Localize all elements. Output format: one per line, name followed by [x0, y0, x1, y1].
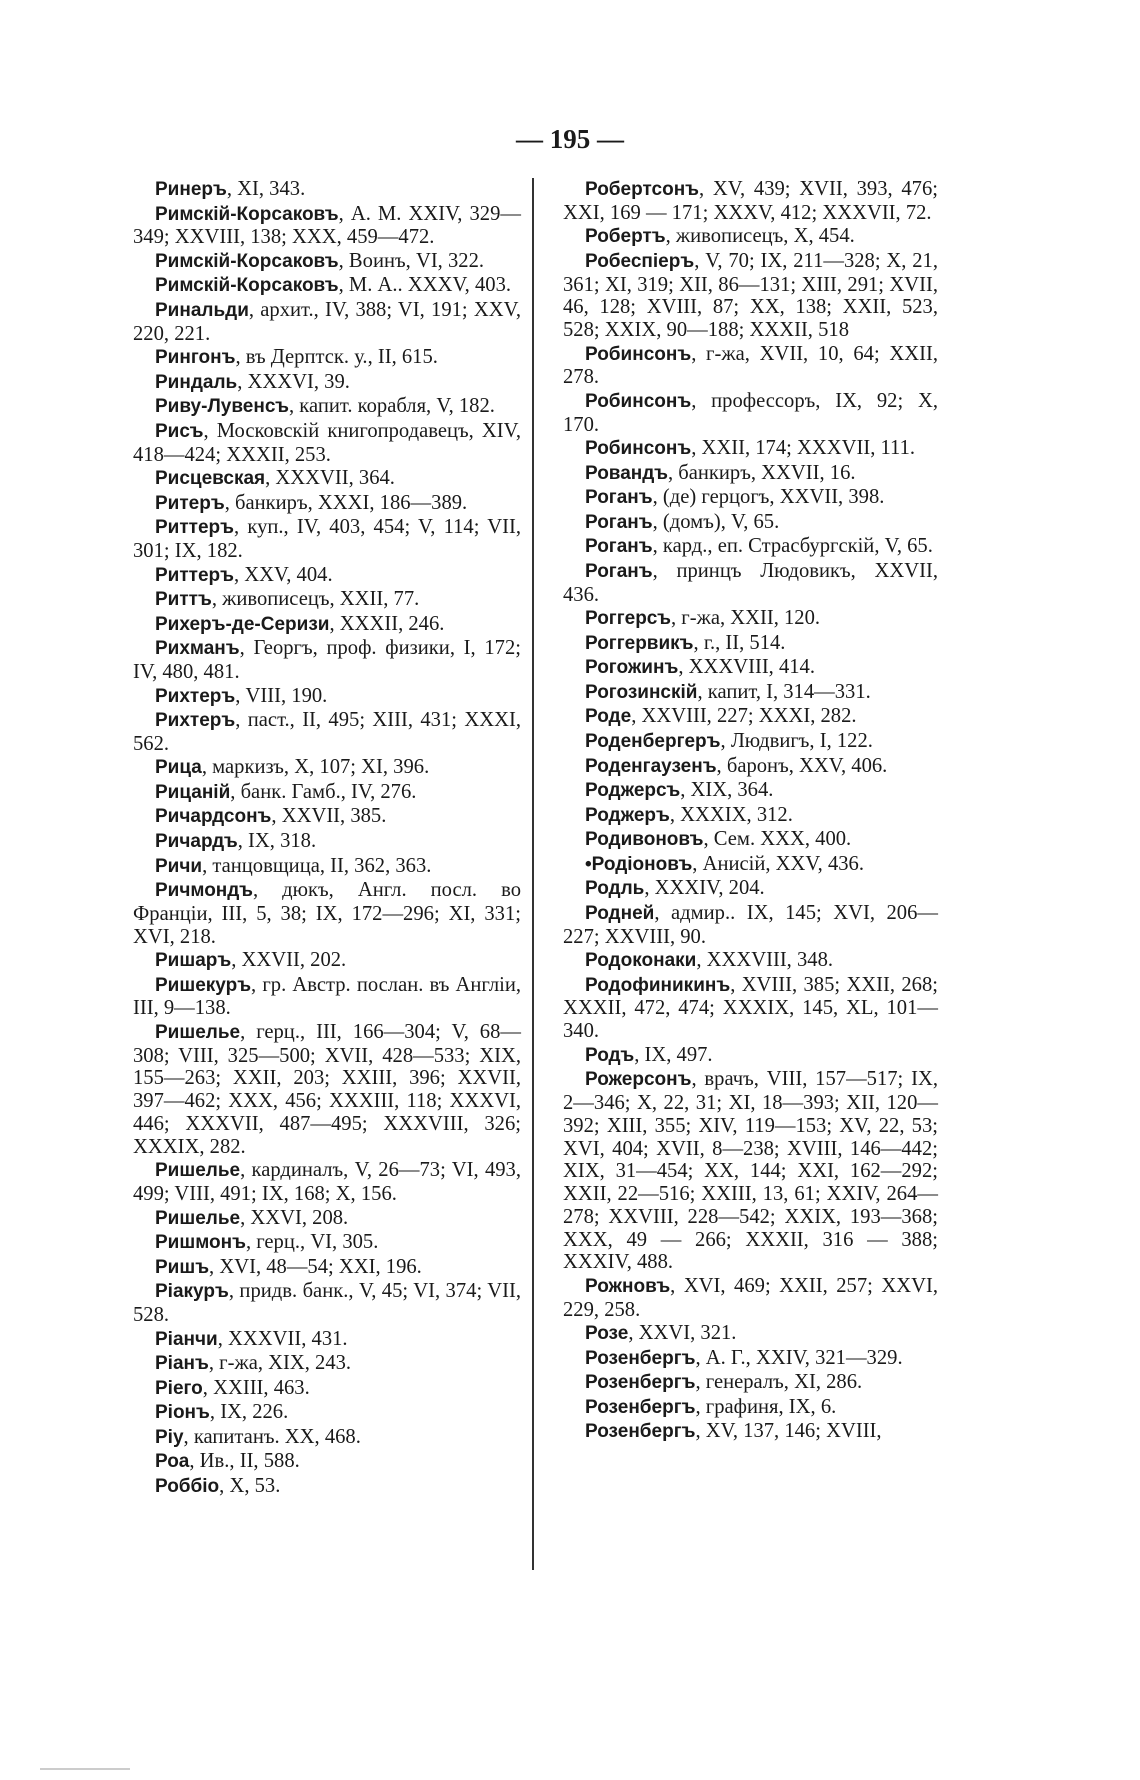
entry-refs: , баронъ, XXV, 406.	[716, 754, 888, 777]
entry-name: Рисцевская	[155, 468, 266, 490]
entry-refs: , (домъ), V, 65.	[652, 510, 780, 533]
entry-refs: , XXXIX, 312.	[669, 803, 793, 826]
entry-refs: , генералъ, XI, 286.	[695, 1371, 863, 1394]
index-entry	[563, 560, 938, 607]
entry-name: Рожновъ	[585, 1275, 671, 1297]
index-entry	[133, 879, 521, 948]
entry-refs: , XI, 343.	[226, 178, 306, 200]
index-entry	[133, 1377, 521, 1401]
entry-refs: , врачъ, VIII, 157—517; IX, 2—346; X, 22, 31; XI, 18—393; XII, 120—392; XIII, 355; XIV, 119—153; XV, 22, 53; XVI, 404; XVII, 8—238; XVIII, 146—442; XIX, 31—454; XX, 144; XXI, 162—292; XXII, 22—516; XXIII, 13, 61; XXIV, 264—278; XXVIII, 228—542; XXIX, 193—368; XXX, 49 — 266; XXXII, 316 — 388; XXXIV, 488.	[563, 1068, 938, 1274]
entry-name: Ринальди	[155, 299, 249, 321]
entry-name: Ричи	[155, 855, 203, 877]
index-entry	[563, 755, 938, 779]
entry-name: Розенбергъ	[585, 1421, 696, 1443]
index-entry	[563, 1068, 938, 1274]
index-entry	[133, 1352, 521, 1376]
entry-name: Роде	[585, 706, 632, 728]
entry-refs: , кард., еп. Страсбургскій, V, 65.	[652, 535, 933, 558]
entry-refs: , XXXII, 246.	[329, 612, 445, 635]
index-entry	[563, 1347, 938, 1371]
index-entry	[133, 949, 521, 973]
entry-refs: , капитанъ. XX, 468.	[183, 1425, 361, 1448]
entry-name: Риттеръ	[155, 517, 234, 539]
entry-name: Ришаръ	[155, 950, 232, 972]
entry-name: Римскій-Корсаковъ	[155, 275, 339, 297]
index-entry	[133, 781, 521, 805]
index-entry	[563, 225, 938, 249]
entry-refs: , XV, 137, 146; XVIII,	[695, 1420, 882, 1443]
entry-refs: , архит., IV, 388; VI, 191; XXV, 220, 221.	[133, 298, 521, 345]
entry-refs: , банкиръ, XXXI, 186—389.	[224, 491, 468, 514]
entry-name: Ровандъ	[585, 462, 668, 484]
entry-refs: , XXVII, 202.	[231, 949, 347, 972]
entry-name: Риттеръ	[155, 564, 234, 586]
entry-name: Ріонъ	[155, 1402, 210, 1424]
entry-name: Ріакуръ	[155, 1281, 229, 1303]
entry-refs: , IX, 226.	[209, 1401, 289, 1424]
index-entry	[563, 343, 938, 390]
entry-refs: , IX, 318.	[237, 829, 317, 852]
entry-refs: , XXXVII, 364.	[265, 467, 395, 490]
entry-name: Розенбергъ	[585, 1347, 696, 1369]
entry-refs: , А. М. XXIV, 329—349; XXVIII, 138; XXX, 459—472.	[133, 202, 521, 249]
index-entry	[133, 756, 521, 780]
entry-refs: , XXXVII, 431.	[217, 1327, 348, 1350]
entry-refs: , XVI, 469; XXII, 257; XXVI, 229, 258.	[563, 1274, 938, 1321]
index-entry	[133, 805, 521, 829]
entry-name: Риттъ	[155, 589, 212, 611]
entry-refs: , банк. Гамб., IV, 276.	[230, 780, 417, 803]
index-column-right	[563, 178, 938, 1445]
index-entry	[133, 685, 521, 709]
index-entry	[563, 656, 938, 680]
entry-name: Розенбергъ	[585, 1396, 696, 1418]
index-entry	[563, 949, 938, 973]
index-entry	[563, 853, 938, 877]
entry-name: Родль	[585, 878, 645, 900]
entry-name: Розенбергъ	[585, 1372, 696, 1394]
entry-refs: , V, 70; IX, 211—328; X, 21, 361; XI, 319; XII, 86—131; XIII, 291; XVII, 46, 128; XVIII, 87; XX, 138; XXII, 523, 528; XXIX, 90—188; XXXII, 518	[563, 249, 938, 342]
entry-refs: , танцовщица, II, 362, 363.	[202, 854, 432, 877]
index-entry	[563, 705, 938, 729]
index-entry	[133, 1426, 521, 1450]
index-entry	[133, 1401, 521, 1425]
entry-name: Ришъ	[155, 1256, 210, 1278]
index-entry	[563, 486, 938, 510]
index-entry	[133, 1021, 521, 1159]
entry-refs: , капит, I, 314—331.	[697, 680, 871, 703]
index-entry	[133, 250, 521, 274]
entry-name: Ришелье	[155, 1207, 241, 1229]
entry-refs: , (де) герцогъ, XXVII, 398.	[652, 486, 885, 509]
entry-name: Рогожинъ	[585, 657, 679, 679]
index-entry	[133, 516, 521, 563]
entry-name: Римскій-Корсаковъ	[155, 250, 339, 272]
page-number: — 195 —	[516, 124, 624, 154]
entry-refs: , придв. банк., V, 45; VI, 374; VII, 528.	[133, 1280, 521, 1326]
entry-name: Роганъ	[585, 536, 653, 558]
entry-refs: , XXXVIII, 348.	[696, 949, 834, 972]
entry-name: Ричмондъ	[155, 880, 253, 902]
index-entry	[563, 1044, 938, 1068]
entry-refs: , Ив., II, 588.	[189, 1450, 300, 1473]
entry-name: Ріанъ	[155, 1353, 209, 1375]
index-entry	[133, 420, 521, 467]
index-entry	[563, 828, 938, 852]
index-entry	[133, 855, 521, 879]
entry-name: Роденгаузенъ	[585, 755, 717, 777]
entry-refs: , XXXIV, 204.	[644, 877, 765, 900]
entry-refs: , Московскій книгопродавецъ, XIV, 418—424; XXXII, 253.	[133, 419, 521, 466]
index-entry	[133, 564, 521, 588]
entry-name: Роггерсъ	[585, 608, 671, 630]
entry-refs: , XVIII, 385; XXII, 268; XXXII, 472, 474; XXXIX, 145, XL, 101—340.	[563, 973, 938, 1043]
entry-refs: , Георгъ, проф. физики, I, 172; IV, 480, 481.	[133, 637, 521, 683]
entry-refs: , живописецъ, XXII, 77.	[211, 588, 420, 611]
entry-refs: , XVI, 48—54; XXI, 196.	[209, 1255, 422, 1278]
entry-name: Рицаній	[155, 781, 231, 803]
entry-name: Риву-Лувенсъ	[155, 396, 289, 418]
index-entry	[133, 203, 521, 250]
entry-name: Робертсонъ	[585, 179, 700, 200]
entry-refs: , кардиналъ, V, 26—73; VI, 493, 499; VIII, 491; IX, 168; X, 156.	[133, 1159, 521, 1206]
index-entry	[133, 974, 521, 1021]
entry-name: Ришелье	[155, 1021, 241, 1043]
entry-refs: , XXVI, 208.	[240, 1206, 349, 1229]
entry-refs: , въ Дерптск. у., II, 615.	[235, 346, 438, 369]
entry-name: Рисъ	[155, 420, 204, 442]
entry-name: Ришмонъ	[155, 1232, 246, 1254]
index-entry	[133, 299, 521, 346]
entry-name: Роганъ	[585, 487, 653, 509]
entry-refs: , XXVI, 321.	[628, 1322, 737, 1345]
entry-name: •Родіоновъ	[585, 853, 693, 875]
entry-name: Розе	[585, 1323, 629, 1345]
index-entry	[133, 1450, 521, 1474]
entry-refs: , XXVIII, 227; XXXI, 282.	[631, 705, 857, 728]
index-entry	[133, 274, 521, 298]
index-entry	[563, 511, 938, 535]
index-entry	[133, 492, 521, 516]
index-entry	[133, 467, 521, 491]
entry-refs: , герц., III, 166—304; V, 68—308; VIII, 325—500; XVII, 428—533; XIX, 155—263; XXII, 203; XXIII, 396; XXVII, 397—462; XXX, 456; XXXIII, 118; XXXVI, 446; XXXVII, 487—495; XXXVIII, 326; XXXIX, 282.	[133, 1020, 521, 1158]
entry-name: Родоконаки	[585, 950, 697, 972]
entry-name: Родивоновъ	[585, 829, 704, 851]
scan-specks	[40, 1768, 130, 1770]
entry-refs: , XXV, 404.	[234, 563, 333, 586]
entry-name: Ринеръ	[155, 179, 227, 200]
index-entry	[133, 613, 521, 637]
entry-name: Роганъ	[585, 560, 653, 582]
index-entry	[563, 730, 938, 754]
index-entry	[563, 681, 938, 705]
index-entry	[133, 637, 521, 684]
entry-name: Робеспіеръ	[585, 250, 695, 272]
entry-name: Родофиникинъ	[585, 974, 731, 996]
entry-refs: , VIII, 190.	[235, 684, 328, 707]
entry-name: Ричардъ	[155, 830, 238, 852]
entry-refs: , г-жа, XXII, 120.	[670, 607, 821, 630]
column-divider	[532, 178, 534, 1570]
entry-refs: , IX, 497.	[634, 1043, 713, 1066]
entry-refs: , Сем. XXX, 400.	[703, 828, 852, 851]
entry-name: Робертъ	[585, 226, 666, 248]
entry-refs: , X, 53.	[219, 1474, 281, 1497]
index-entry	[133, 1256, 521, 1280]
entry-refs: , профессоръ, IX, 92; X, 170.	[563, 389, 938, 436]
entry-refs: , графиня, IX, 6.	[695, 1395, 837, 1418]
entry-name: Родней	[585, 902, 655, 924]
entry-name: Роггервикъ	[585, 632, 694, 654]
entry-refs: , Воинъ, VI, 322.	[338, 249, 485, 272]
entry-name: Ріанчи	[155, 1328, 218, 1350]
entry-refs: , герц., VI, 305.	[245, 1231, 379, 1254]
index-entry	[133, 1207, 521, 1231]
index-entry	[133, 588, 521, 612]
entry-refs: , маркизъ, X, 107; XI, 396.	[201, 756, 430, 779]
entry-name: Роа	[155, 1451, 190, 1473]
entry-name: Робинсонъ	[585, 343, 692, 365]
entry-name: Роджеръ	[585, 804, 670, 826]
entry-refs: , XXXVI, 39.	[237, 370, 350, 393]
index-entry	[563, 437, 938, 461]
index-entry	[563, 390, 938, 437]
index-entry	[563, 632, 938, 656]
entry-refs: , г., II, 514.	[693, 631, 786, 654]
index-entry	[133, 371, 521, 395]
entry-name: Роджерсъ	[585, 780, 681, 802]
entry-name: Рожерсонъ	[585, 1069, 692, 1091]
entry-name: Родъ	[585, 1044, 635, 1066]
entry-refs: , XIX, 364.	[680, 779, 774, 802]
index-column-left	[133, 178, 521, 1499]
index-entry	[563, 1371, 938, 1395]
entry-refs: , г-жа, XIX, 243.	[208, 1352, 352, 1375]
entry-refs: , куп., IV, 403, 454; V, 114; VII, 301; IX, 182.	[133, 516, 521, 563]
entry-name: Роганъ	[585, 511, 653, 533]
entry-refs: , XXXVIII, 414.	[678, 656, 816, 679]
entry-refs: , Людвигъ, I, 122.	[720, 730, 873, 752]
index-entry	[563, 250, 938, 342]
entry-name: Рогозинскій	[585, 681, 698, 703]
entry-refs: , г-жа, XVII, 10, 64; XXII, 278.	[563, 342, 938, 389]
index-entry	[563, 804, 938, 828]
index-entry	[133, 395, 521, 419]
entry-refs: , капит. корабля, V, 182.	[289, 395, 495, 418]
index-entry	[133, 830, 521, 854]
entry-refs: , XV, 439; XVII, 393, 476; XXI, 169 — 171; XXXV, 412; XXXVII, 72.	[563, 178, 938, 224]
index-entry	[563, 974, 938, 1043]
index-entry	[563, 1275, 938, 1322]
entry-name: Ритеръ	[155, 492, 225, 514]
index-entry	[133, 178, 521, 202]
entry-name: Рица	[155, 757, 202, 779]
index-entry	[563, 902, 938, 949]
index-entry	[133, 1231, 521, 1255]
entry-name: Роденбергеръ	[585, 731, 721, 752]
index-entry	[563, 1420, 938, 1444]
entry-name: Ришекуръ	[155, 974, 252, 996]
entry-refs: , Анисій, XXV, 436.	[692, 852, 864, 875]
entry-refs: , А. Г., XXIV, 321—329.	[695, 1346, 903, 1369]
entry-refs: , М. А.. XXXV, 403.	[338, 274, 512, 297]
entry-refs: , живописецъ, X, 454.	[665, 225, 855, 248]
index-entry	[133, 1159, 521, 1206]
index-entry	[563, 877, 938, 901]
index-entry	[563, 1396, 938, 1420]
index-entry	[133, 346, 521, 370]
index-entry	[563, 178, 938, 225]
entry-name: Рихеръ-де-Серизи	[155, 613, 330, 635]
entry-refs: , адмир.. IX, 145; XVI, 206—227; XXVIII, 90.	[563, 901, 938, 948]
entry-name: Рихтеръ	[155, 685, 236, 707]
entry-refs: , дюкъ, Англ. посл. во Франціи, III, 5, 38; IX, 172—296; XI, 331; XVI, 218.	[133, 879, 521, 948]
entry-name: Робинсонъ	[585, 438, 692, 460]
entry-name: Ришелье	[155, 1160, 241, 1182]
entry-refs: , банкиръ, XXVII, 16.	[667, 461, 856, 484]
entry-name: Ріу	[155, 1426, 184, 1448]
entry-name: Робинсонъ	[585, 390, 692, 412]
index-entry	[133, 1475, 521, 1499]
index-entry	[563, 1322, 938, 1346]
entry-refs: , принцъ Людовикъ, XXVII, 436.	[563, 559, 938, 606]
entry-name: Ричардсонъ	[155, 806, 272, 828]
entry-name: Рихманъ	[155, 638, 240, 660]
index-entry	[133, 1328, 521, 1352]
entry-name: Рингонъ	[155, 347, 236, 369]
index-entry	[563, 462, 938, 486]
entry-name: Рихтеръ	[155, 710, 236, 732]
index-entry	[563, 535, 938, 559]
index-entry	[563, 779, 938, 803]
entry-refs: , XXVII, 385.	[271, 805, 387, 828]
index-entry	[133, 1280, 521, 1327]
entry-refs: , гр. Австр. послан. въ Англіи, III, 9—138.	[133, 973, 521, 1020]
entry-refs: , паст., II, 495; XIII, 431; XXXI, 562.	[133, 709, 521, 755]
entry-refs: , XXIII, 463.	[202, 1376, 310, 1399]
index-entry	[133, 709, 521, 756]
entry-name: Роббіо	[155, 1475, 220, 1497]
entry-name: Риндаль	[155, 371, 238, 393]
entry-name: Ріего	[155, 1377, 203, 1399]
entry-name: Римскій-Корсаковъ	[155, 203, 339, 225]
index-entry	[563, 607, 938, 631]
entry-refs: , XXII, 174; XXXVII, 111.	[691, 437, 916, 460]
